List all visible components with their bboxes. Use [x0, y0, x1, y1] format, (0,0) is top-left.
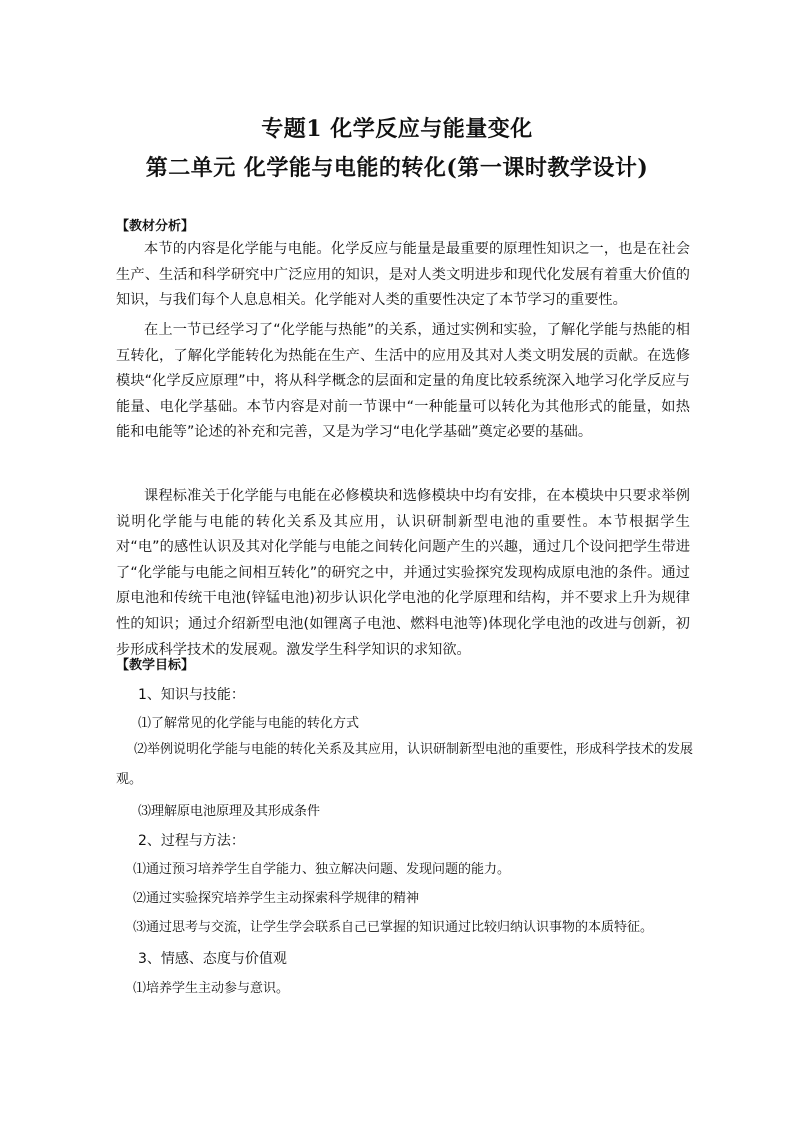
material-analysis-paragraph-3: 课程标准关于化学能与电能在必修模块和选修模块中均有安排，在本模块中只要求举例说明化学能与电能的转化关系及其应用，认识研制新型电池的重要性。本节根据学生对“电”的感性认识及其对化学能与电能之间转化问题产生的兴趣，通过几个设问把学生带进了“化学能与电能之间相互转化”的研究之中，并通过实验探究发现构成原电池的条件。通过原电池和传统干电池(锌锰电池)初步认识化学电池的化学原理和结构，并不要求上升为规律性的知识；通过介绍新型电池(如锂离子电池、燃料电池等)体现化学电池的改进与创新，初步形成科学技术的发展观。激发学生科学知识的求知欲。	[116, 488, 690, 658]
material-analysis-heading: 【教材分析】	[116, 219, 195, 234]
emotion-item-1: ⑴培养学生主动参与意识。	[133, 981, 290, 996]
process-methods-heading: 2、过程与方法：	[138, 833, 245, 849]
material-analysis-paragraph-2: 在上一节已经学习了“化学能与热能”的关系，通过实例和实验，了解化学能与热能的相互转化，了解化学能转化为热能在生产、生活中的应用及其对人类文明发展的贡献。在选修模块“化学反应原理”中，将从科学概念的层面和定量的角度比较系统深入地学习化学反应与能量、电化学基础。本节内容是对前一节课中“一种能量可以转化为其他形式的能量，如热能和电能等”论述的补充和完善，又是为学习“电化学基础”奠定必要的基础。	[116, 322, 690, 441]
document-title: 专题1 化学反应与能量变化	[261, 116, 533, 142]
knowledge-skills-heading: 1、知识与技能：	[138, 687, 245, 703]
knowledge-item-2: ⑵举例说明化学能与电能的转化关系及其应用，认识研制新型电池的重要性，形成科学技术的发展观。	[116, 742, 694, 787]
document-subtitle: 第二单元 化学能与电能的转化(第一课时教学设计)	[145, 155, 649, 181]
process-item-3: ⑶通过思考与交流，让学生学会联系自己已掌握的知识通过比较归纳认识事物的本质特征。	[133, 920, 654, 935]
material-analysis-paragraph-1: 本节的内容是化学能与电能。化学反应与能量是最重要的原理性知识之一，也是在社会生产、生活和科学研究中广泛应用的知识，是对人类文明进步和现代化发展有着重大价值的知识，与我们每个人息息相关。化学能对人类的重要性决定了本节学习的重要性。	[116, 241, 690, 309]
knowledge-item-1: ⑴了解常见的化学能与电能的转化方式	[138, 716, 360, 731]
teaching-goals-heading: 【教学目标】	[116, 658, 195, 673]
process-item-2: ⑵通过实验探究培养学生主动探索科学规律的精神	[133, 891, 420, 906]
emotion-values-heading: 3、情感、态度与价值观	[138, 951, 287, 967]
knowledge-item-3: ⑶理解原电池原理及其形成条件	[138, 804, 321, 819]
process-item-1: ⑴通过预习培养学生自学能力、独立解决问题、发现问题的能力。	[133, 862, 511, 877]
